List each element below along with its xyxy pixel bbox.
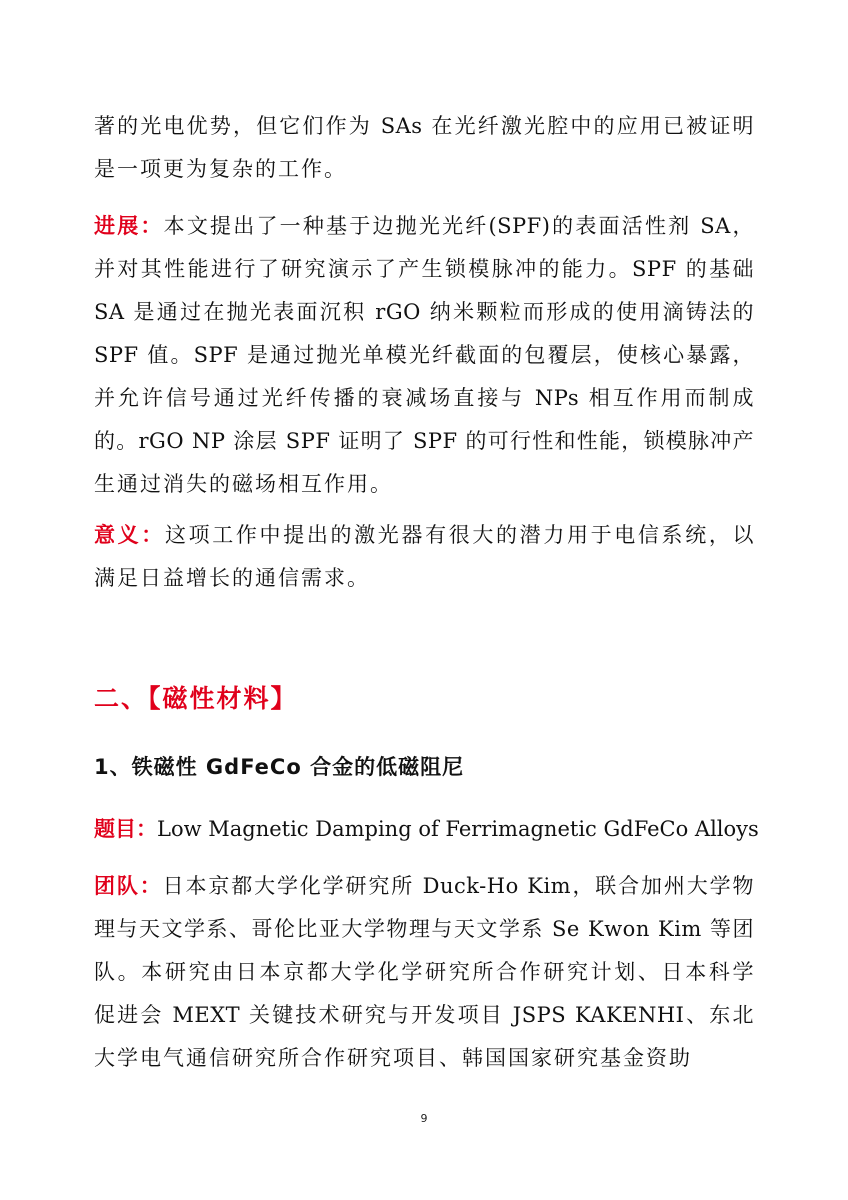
progress-line-5: 并允许信号通过光纤传播的衰减场直接与 NPs 相互作用而制成 [94,386,754,410]
progress-line-2: 并对其性能进行了研究演示了产生锁模脉冲的能力。SPF 的基础 [94,257,754,281]
item-heading: 1、铁磁性 GdFeCo 合金的低磁阻尼 [94,755,465,779]
significance-text-1: 这项工作中提出的激光器有很大的潜力用于电信系统，以 [164,523,755,547]
progress-line-4: SPF 值。SPF 是通过抛光单模光纤截面的包覆层，使核心暴露， [94,343,754,367]
team-line-4: 促进会 MEXT 关键技术研究与开发项目 JSPS KAKENHI、东北 [94,1003,754,1027]
team-line-3: 队。本研究由日本京都大学化学研究所合作研究计划、日本科学 [94,960,754,984]
significance-label: 意义： [94,523,165,547]
title-label: 题目： [94,817,157,841]
page-number: 9 [420,1112,428,1125]
intro-line-2: 是一项更为复杂的工作。 [94,157,347,181]
team-line-5: 大学电气通信研究所合作研究项目、韩国国家研究基金资助 [94,1046,692,1070]
team-label: 团队： [94,874,163,898]
team-text-1: 日本京都大学化学研究所 Duck-Ho Kim，联合加州大学物 [162,874,755,898]
team-line-2: 理与天文学系、哥伦比亚大学物理与天文学系 Se Kwon Kim 等团 [94,917,754,941]
intro-line-1: 著的光电优势，但它们作为 SAs 在光纤激光腔中的应用已被证明 [94,114,754,138]
significance-line-2: 满足日益增长的通信需求。 [94,566,370,590]
progress-line-1 [94,212,754,240]
title-line [94,815,759,843]
team-line-1 [94,872,754,900]
progress-line-7: 生通过消失的磁场相互作用。 [94,472,393,496]
progress-label: 进展： [94,214,164,238]
title-text: Low Magnetic Damping of Ferrimagnetic GdFeCo Alloys [157,817,759,841]
progress-line-6: 的。rGO NP 涂层 SPF 证明了 SPF 的可行性和性能，锁模脉冲产 [94,429,754,453]
section-heading: 二、【磁性材料】 [94,684,298,713]
significance-line-1 [94,521,754,549]
progress-line-3: SA 是通过在抛光表面沉积 rGO 纳米颗粒而形成的使用滴铸法的 [94,300,754,324]
progress-text-1: 本文提出了一种基于边抛光光纤(SPF)的表面活性剂 SA， [163,214,755,238]
